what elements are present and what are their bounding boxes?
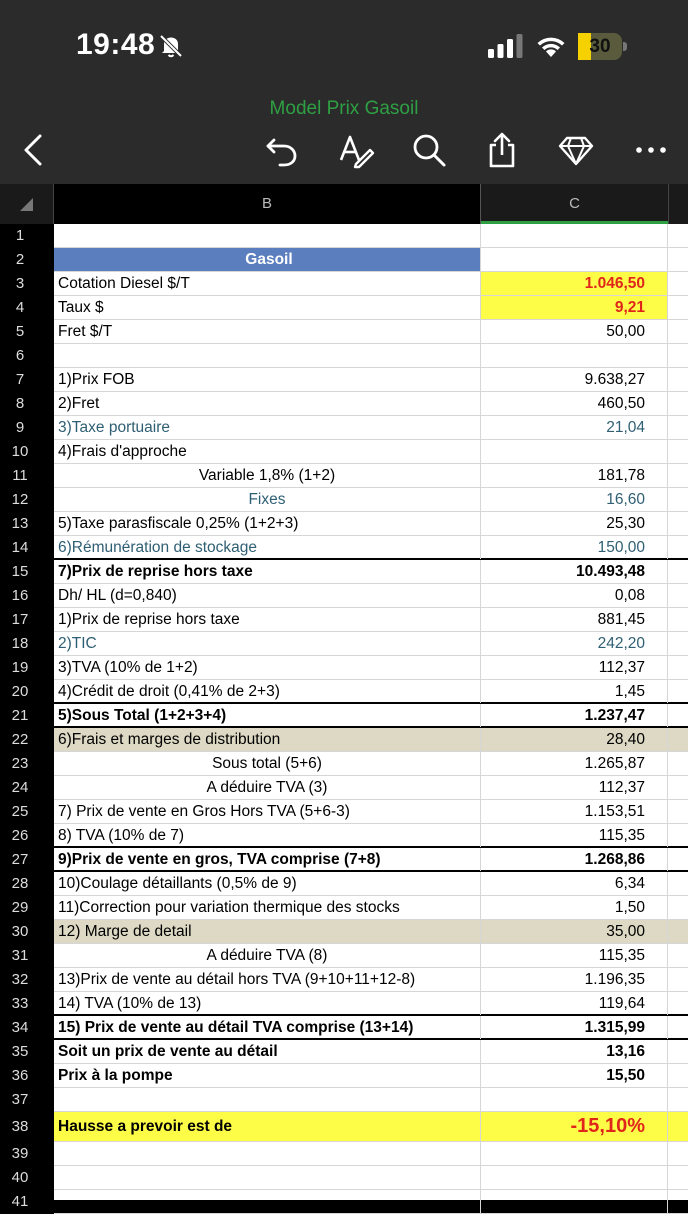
column-header-d[interactable] — [668, 184, 688, 224]
cell-d[interactable] — [668, 992, 688, 1015]
cell-c-value[interactable]: 21,04 — [481, 416, 668, 439]
cell-b-label[interactable] — [54, 1088, 481, 1111]
cell-d[interactable] — [668, 872, 688, 895]
sheet-row — [54, 752, 688, 776]
cell-c-value[interactable]: 115,35 — [481, 944, 668, 967]
sheet-row — [54, 584, 688, 608]
cell-grid — [54, 224, 688, 1200]
cell-b-label[interactable]: Sous total (5+6) — [54, 752, 481, 775]
cell-b-label[interactable]: 4)Crédit de droit (0,41% de 2+3) — [54, 680, 481, 703]
row-number[interactable]: 34 — [11, 1019, 29, 1036]
sheet-row — [54, 728, 688, 752]
row-number[interactable]: 23 — [11, 755, 29, 772]
sheet-row — [54, 944, 688, 968]
row-number[interactable]: 33 — [11, 995, 29, 1012]
undo-icon[interactable] — [264, 132, 300, 168]
cell-d[interactable] — [668, 1088, 688, 1111]
cell-d[interactable] — [668, 560, 688, 583]
cell-b-label[interactable]: Variable 1,8% (1+2) — [54, 464, 481, 487]
cell-c-value[interactable]: 1.268,86 — [481, 848, 668, 871]
cell-d[interactable] — [668, 248, 688, 271]
cell-c-value[interactable]: 460,50 — [481, 392, 668, 415]
cell-c-value[interactable]: 119,64 — [481, 992, 668, 1015]
row-number[interactable]: 13 — [11, 515, 29, 532]
sheet-row — [54, 656, 688, 680]
cell-c-value[interactable]: 6,34 — [481, 872, 668, 895]
row-number[interactable]: 14 — [11, 539, 29, 556]
sheet-row — [54, 680, 688, 704]
sheet-row — [54, 368, 688, 392]
sheet-row — [54, 248, 688, 272]
cell-c-value[interactable]: 10.493,48 — [481, 560, 668, 583]
sheet-row — [54, 1190, 688, 1214]
cell-c-value[interactable] — [481, 1088, 668, 1111]
cell-b-label[interactable] — [54, 344, 481, 367]
section-title-gasoil[interactable]: Gasoil — [54, 248, 481, 271]
cell-b-label[interactable]: Cotation Diesel $/T — [54, 272, 481, 295]
cell-d[interactable] — [668, 968, 688, 991]
row-number[interactable]: 5 — [15, 323, 25, 340]
row-number[interactable]: 11 — [12, 467, 28, 484]
cell-c-value[interactable]: 15,50 — [481, 1064, 668, 1087]
cell-b-label[interactable]: Soit un prix de vente au détail — [54, 1040, 481, 1063]
cell-d[interactable] — [668, 680, 688, 703]
cell-c-value[interactable] — [481, 1142, 668, 1165]
row-number[interactable]: 35 — [11, 1043, 29, 1060]
cell-c-value[interactable]: 181,78 — [481, 464, 668, 487]
sheet-row — [54, 560, 688, 584]
cell-c-value[interactable]: -15,10% — [481, 1112, 668, 1141]
cell-b-label[interactable] — [54, 1190, 481, 1213]
cell-c-value[interactable] — [481, 440, 668, 463]
cell-b-label[interactable]: 4)Frais d'approche — [54, 440, 481, 463]
cell-b-label[interactable] — [54, 1142, 481, 1165]
sheet-row — [54, 632, 688, 656]
row-number[interactable]: 12 — [11, 491, 29, 508]
cell-d[interactable] — [668, 320, 688, 343]
cell-c-value[interactable]: 28,40 — [481, 728, 668, 751]
row-header-bar — [0, 224, 54, 1210]
cell-b-label[interactable]: 7)Prix de reprise hors taxe — [54, 560, 481, 583]
cell-d[interactable] — [668, 800, 688, 823]
cell-d[interactable] — [668, 512, 688, 535]
column-header-b[interactable]: B — [54, 184, 481, 224]
row-number[interactable]: 20 — [11, 683, 29, 700]
cell-c-value[interactable]: 115,35 — [481, 824, 668, 847]
cell-b-label[interactable]: 1)Prix FOB — [54, 368, 481, 391]
cell-d[interactable] — [668, 272, 688, 295]
sheet-row — [54, 1142, 688, 1166]
sheet-row — [54, 704, 688, 728]
sheet-row — [54, 416, 688, 440]
cell-b-label[interactable]: Dh/ HL (d=0,840) — [54, 584, 481, 607]
back-chevron-icon[interactable] — [16, 132, 52, 168]
cell-b-label[interactable] — [54, 224, 481, 247]
cell-d[interactable] — [668, 536, 688, 559]
battery-percent: 30 — [589, 36, 611, 57]
cell-c-value[interactable]: 35,00 — [481, 920, 668, 943]
cell-d[interactable] — [668, 632, 688, 655]
row-number[interactable]: 7 — [15, 371, 25, 388]
sheet-row — [54, 440, 688, 464]
cell-b-label[interactable]: Fixes — [54, 488, 481, 511]
cell-d[interactable] — [668, 896, 688, 919]
cell-b-label[interactable]: 10)Coulage détaillants (0,5% de 9) — [54, 872, 481, 895]
sheet-row — [54, 824, 688, 848]
cell-d[interactable] — [668, 488, 688, 511]
cell-b-label[interactable]: 3)TVA (10% de 1+2) — [54, 656, 481, 679]
cell-c-value[interactable]: 1,50 — [481, 896, 668, 919]
row-number[interactable]: 8 — [15, 395, 25, 412]
cellular-signal-icon — [488, 34, 524, 58]
sheet-row — [54, 608, 688, 632]
row-number[interactable]: 21 — [11, 707, 29, 724]
row-number[interactable]: 28 — [11, 875, 29, 892]
cell-c-value[interactable]: 150,00 — [481, 536, 668, 559]
sheet-row — [54, 776, 688, 800]
cell-b-label[interactable]: A déduire TVA (8) — [54, 944, 481, 967]
cell-c-value[interactable]: 9.638,27 — [481, 368, 668, 391]
cell-c-value[interactable]: 881,45 — [481, 608, 668, 631]
cell-d[interactable] — [668, 944, 688, 967]
cell-d[interactable] — [668, 608, 688, 631]
cell-b-label[interactable]: 6)Rémunération de stockage — [54, 536, 481, 559]
cell-c-value[interactable]: 112,37 — [481, 776, 668, 799]
row-number[interactable]: 37 — [11, 1091, 29, 1108]
cell-b-label[interactable]: Taux $ — [54, 296, 481, 319]
search-icon[interactable] — [411, 132, 447, 168]
sheet-row — [54, 272, 688, 296]
row-number[interactable]: 24 — [11, 779, 29, 796]
cell-c-value[interactable] — [481, 224, 668, 247]
row-number[interactable]: 4 — [15, 299, 25, 316]
cell-c-value[interactable]: 1.196,35 — [481, 968, 668, 991]
row-number[interactable]: 1 — [15, 227, 25, 244]
sheet-row — [54, 800, 688, 824]
row-number[interactable]: 16 — [11, 587, 29, 604]
row-number[interactable]: 38 — [11, 1118, 29, 1135]
row-number[interactable]: 32 — [11, 971, 29, 988]
cell-d[interactable] — [668, 344, 688, 367]
sheet-row — [54, 392, 688, 416]
cell-d[interactable] — [668, 464, 688, 487]
sheet-row — [54, 1166, 688, 1190]
cell-c-value[interactable]: 1,45 — [481, 680, 668, 703]
toolbar — [0, 92, 688, 184]
cell-d[interactable] — [668, 440, 688, 463]
cell-d[interactable] — [668, 296, 688, 319]
column-header-bar — [0, 184, 688, 224]
cell-b-label[interactable]: 3)Taxe portuaire — [54, 416, 481, 439]
cell-d[interactable] — [668, 1142, 688, 1165]
cell-d[interactable] — [668, 704, 688, 727]
sheet-row — [54, 512, 688, 536]
sheet-row — [54, 1088, 688, 1112]
cell-c-value[interactable]: 16,60 — [481, 488, 668, 511]
cell-b-label[interactable] — [54, 1166, 481, 1189]
share-icon[interactable] — [484, 132, 520, 168]
row-number[interactable]: 25 — [11, 803, 29, 820]
cell-d[interactable] — [668, 728, 688, 751]
cell-d[interactable] — [668, 392, 688, 415]
sheet-row — [54, 848, 688, 872]
cell-d[interactable] — [668, 1040, 688, 1063]
cell-c-value[interactable]: 9,21 — [481, 296, 668, 319]
cell-d[interactable] — [668, 752, 688, 775]
cell-b-label[interactable]: 11)Correction pour variation thermique des stocks — [54, 896, 481, 919]
cell-b-label[interactable]: Prix à la pompe — [54, 1064, 481, 1087]
cell-d[interactable] — [668, 776, 688, 799]
cell-c-value[interactable]: 25,30 — [481, 512, 668, 535]
cell-d[interactable] — [668, 1064, 688, 1087]
cell-b-label[interactable]: 7) Prix de vente en Gros Hors TVA (5+6-3) — [54, 800, 481, 823]
row-number[interactable]: 29 — [11, 899, 29, 916]
sheet-row — [54, 896, 688, 920]
cell-c-value[interactable]: 1.046,50 — [481, 272, 668, 295]
cell-c-value[interactable]: 112,37 — [481, 656, 668, 679]
spreadsheet — [0, 184, 688, 1210]
cell-b-label[interactable]: 15) Prix de vente au détail TVA comprise (13+14) — [54, 1016, 481, 1039]
cell-d[interactable] — [668, 1190, 688, 1213]
cell-c-value[interactable]: 1.315,99 — [481, 1016, 668, 1039]
row-number[interactable]: 22 — [11, 731, 29, 748]
row-number[interactable]: 10 — [11, 443, 29, 460]
cell-c-value[interactable]: 50,00 — [481, 320, 668, 343]
cell-d[interactable] — [668, 656, 688, 679]
cell-c-value[interactable] — [481, 1166, 668, 1189]
cell-c-value[interactable]: 1.265,87 — [481, 752, 668, 775]
cell-c-value[interactable] — [481, 1190, 668, 1213]
cell-d[interactable] — [668, 584, 688, 607]
cell-d[interactable] — [668, 1016, 688, 1039]
select-all-corner[interactable] — [0, 184, 54, 224]
cell-b-label[interactable]: Fret $/T — [54, 320, 481, 343]
cell-b-label[interactable]: 5)Taxe parasfiscale 0,25% (1+2+3) — [54, 512, 481, 535]
cell-d[interactable] — [668, 824, 688, 847]
sheet-row — [54, 488, 688, 512]
cell-c-value[interactable]: 242,20 — [481, 632, 668, 655]
cell-b-label[interactable]: 13)Prix de vente au détail hors TVA (9+10+11+12-8) — [54, 968, 481, 991]
row-number[interactable]: 17 — [11, 611, 29, 628]
bell-slash-icon — [158, 33, 184, 59]
cell-b-label[interactable]: 12) Marge de detail — [54, 920, 481, 943]
row-number[interactable]: 2 — [15, 251, 25, 268]
sheet-row — [54, 320, 688, 344]
cell-c-value[interactable]: 1.153,51 — [481, 800, 668, 823]
sheet-row — [54, 1040, 688, 1064]
text-format-icon[interactable] — [338, 132, 374, 168]
row-number[interactable]: 6 — [15, 347, 25, 364]
cell-b-label[interactable]: 9)Prix de vente en gros, TVA comprise (7+8) — [54, 848, 481, 871]
cell-c-value[interactable] — [481, 344, 668, 367]
wifi-icon — [535, 32, 567, 58]
cell-d[interactable] — [668, 416, 688, 439]
sheet-row — [54, 464, 688, 488]
diamond-premium-icon[interactable] — [558, 132, 594, 168]
sheet-row — [54, 920, 688, 944]
row-number[interactable]: 40 — [11, 1169, 29, 1186]
sheet-row — [54, 344, 688, 368]
cell-c-value[interactable] — [481, 248, 668, 271]
cell-b-label[interactable]: Hausse a prevoir est de — [54, 1112, 481, 1141]
sheet-row — [54, 872, 688, 896]
cell-d[interactable] — [668, 224, 688, 247]
more-options-icon[interactable] — [633, 132, 669, 168]
row-number[interactable]: 9 — [15, 419, 25, 436]
sheet-row — [54, 536, 688, 560]
row-number[interactable]: 39 — [11, 1145, 29, 1162]
row-number[interactable]: 19 — [11, 659, 29, 676]
cell-b-label[interactable]: A déduire TVA (3) — [54, 776, 481, 799]
cell-b-label[interactable]: 2)TIC — [54, 632, 481, 655]
sheet-row — [54, 296, 688, 320]
row-number[interactable]: 3 — [15, 275, 25, 292]
cell-b-label[interactable]: 2)Fret — [54, 392, 481, 415]
sheet-row — [54, 968, 688, 992]
cell-c-value[interactable]: 13,16 — [481, 1040, 668, 1063]
row-number[interactable]: 36 — [11, 1067, 29, 1084]
status-time: 19:48 — [76, 28, 156, 61]
cell-b-label[interactable]: 5)Sous Total (1+2+3+4) — [54, 704, 481, 727]
sheet-row — [54, 224, 688, 248]
sheet-row — [54, 1016, 688, 1040]
cell-d[interactable] — [668, 920, 688, 943]
cell-c-value[interactable]: 0,08 — [481, 584, 668, 607]
row-number[interactable]: 41 — [11, 1193, 29, 1210]
battery-indicator — [578, 33, 628, 60]
sheet-row — [54, 1112, 688, 1142]
row-number[interactable]: 26 — [11, 827, 29, 844]
cell-b-label[interactable]: 8) TVA (10% de 7) — [54, 824, 481, 847]
row-number[interactable]: 30 — [11, 923, 29, 940]
cell-b-label[interactable]: 14) TVA (10% de 13) — [54, 992, 481, 1015]
row-number[interactable]: 31 — [11, 947, 29, 964]
column-header-c[interactable]: C — [481, 184, 668, 224]
cell-d[interactable] — [668, 1112, 688, 1141]
sheet-row — [54, 1064, 688, 1088]
row-number[interactable]: 27 — [11, 851, 29, 868]
cell-d[interactable] — [668, 368, 688, 391]
sheet-row — [54, 992, 688, 1016]
cell-b-label[interactable]: 6)Frais et marges de distribution — [54, 728, 481, 751]
row-number[interactable]: 15 — [11, 563, 29, 580]
cell-d[interactable] — [668, 1166, 688, 1189]
status-bar — [0, 0, 688, 92]
cell-c-value[interactable]: 1.237,47 — [481, 704, 668, 727]
document-title: Model Prix Gasoil — [269, 98, 419, 119]
cell-d[interactable] — [668, 848, 688, 871]
row-number[interactable]: 18 — [11, 635, 29, 652]
cell-b-label[interactable]: 1)Prix de reprise hors taxe — [54, 608, 481, 631]
